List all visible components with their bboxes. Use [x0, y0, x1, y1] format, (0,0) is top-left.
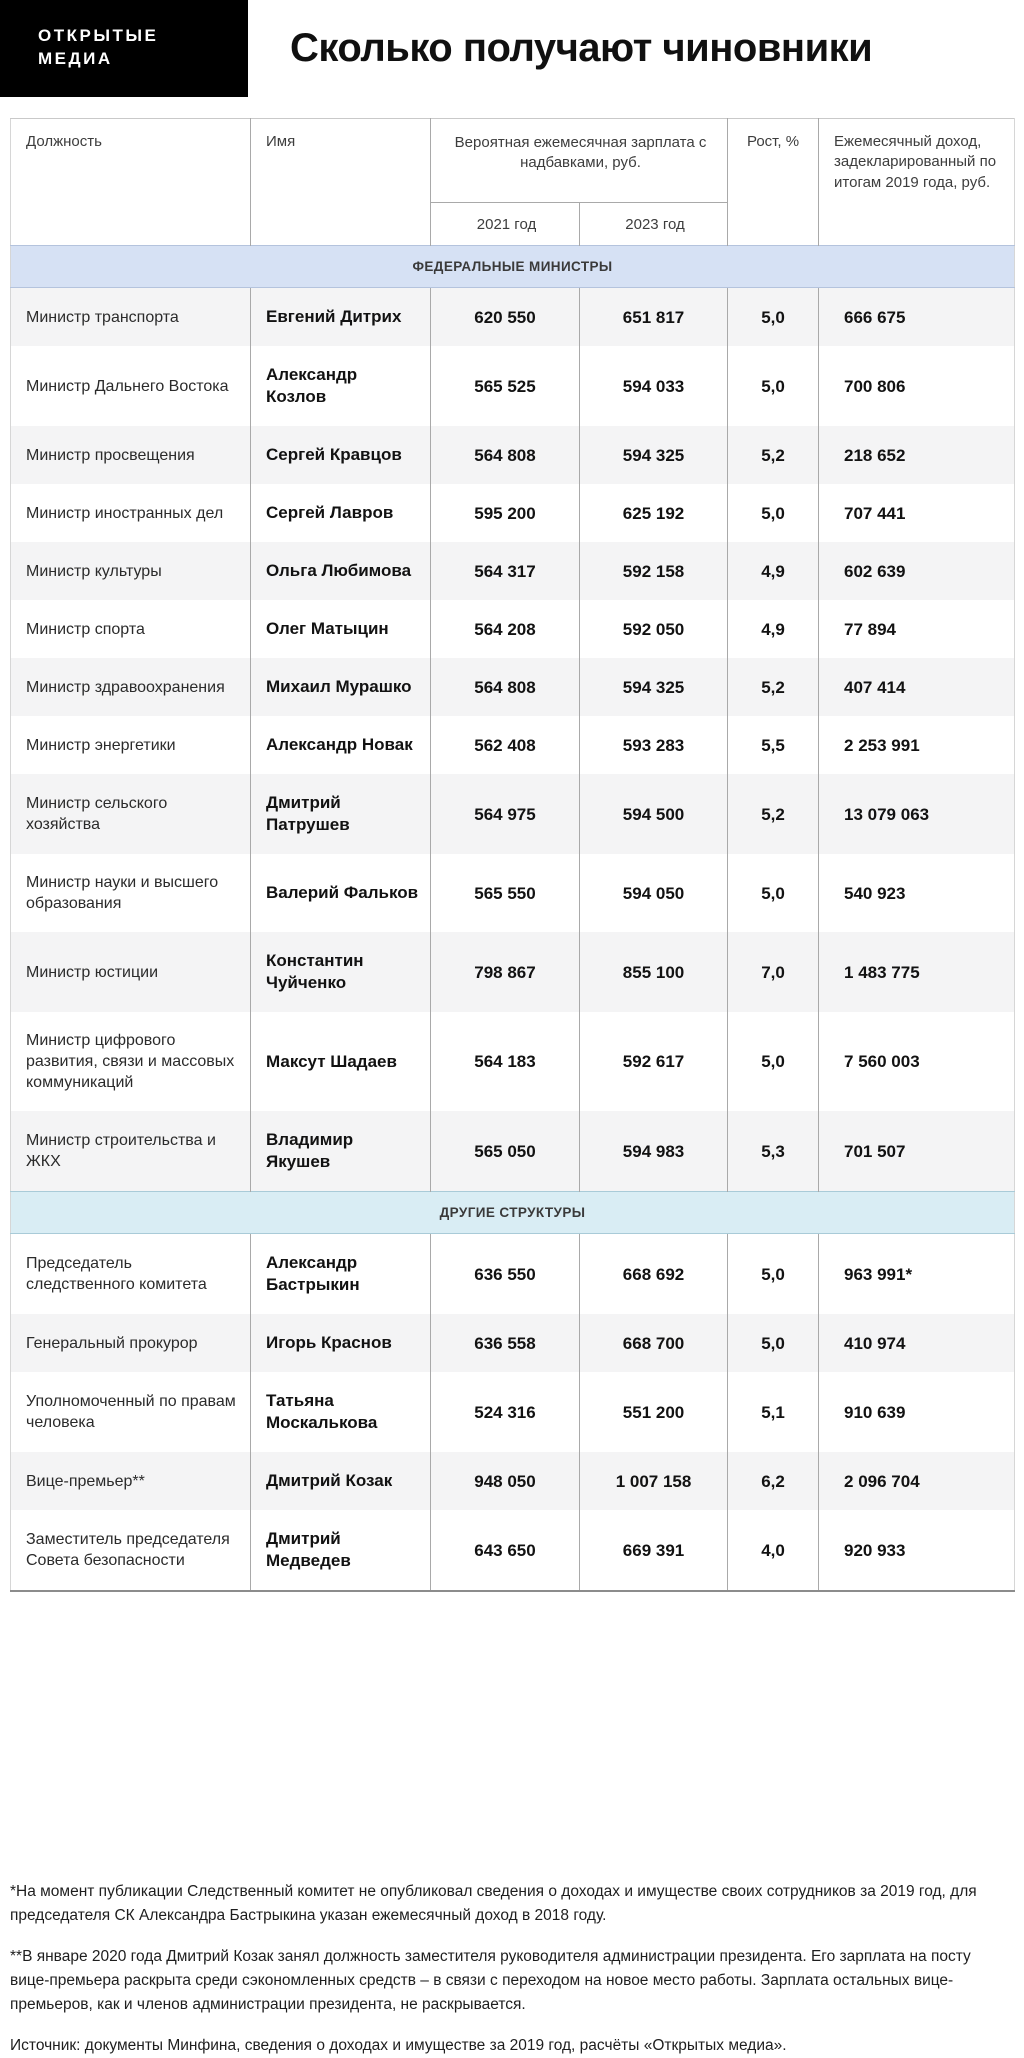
page-header	[0, 0, 1024, 97]
table-row	[11, 1012, 1015, 1111]
position-cell: Председатель следственного комитета	[11, 1234, 251, 1315]
footnote-kozak: **В январе 2020 года Дмитрий Козак занял должность заместителя руководителя администрации президента. Его зарплата на посту вице-премьера раскрыта среди сэкономленных средств – в связи с переходом на новое место работы. Зарплата остальных вице-премьеров, как и членов администрации президента, не раскрывается.	[10, 1948, 971, 2014]
income-cell: 602 639	[819, 542, 1015, 600]
salary-2021-cell: 564 183	[431, 1012, 580, 1111]
logo-line-1: ОТКРЫТЫЕ	[38, 26, 159, 45]
salary-2021-cell: 636 550	[431, 1234, 580, 1315]
salary-2021-cell: 948 050	[431, 1452, 580, 1510]
salary-2023-cell: 594 050	[580, 854, 728, 932]
section-band-label: ФЕДЕРАЛЬНЫЕ МИНИСТРЫ	[11, 246, 1015, 288]
salary-2021-cell: 564 808	[431, 426, 580, 484]
column-header-growth: Рост, %	[728, 119, 819, 246]
income-cell: 920 933	[819, 1510, 1015, 1591]
logo-line-2: МЕДИА	[38, 49, 113, 68]
table-row	[11, 288, 1015, 347]
salary-2023-cell: 651 817	[580, 288, 728, 347]
salary-2021-cell: 643 650	[431, 1510, 580, 1591]
table-row	[11, 484, 1015, 542]
position-cell: Министр энергетики	[11, 716, 251, 774]
growth-cell: 5,2	[728, 658, 819, 716]
position-cell: Министр сельского хозяйства	[11, 774, 251, 854]
income-cell: 13 079 063	[819, 774, 1015, 854]
page-title: Сколько получают чиновники	[290, 26, 873, 70]
salary-2023-cell: 594 983	[580, 1111, 728, 1192]
income-cell: 218 652	[819, 426, 1015, 484]
column-header-name: Имя	[251, 119, 431, 246]
table-row	[11, 1372, 1015, 1452]
table-row	[11, 542, 1015, 600]
salary-2023-cell: 668 700	[580, 1314, 728, 1372]
position-cell: Министр Дальнего Востока	[11, 346, 251, 426]
table-row	[11, 1234, 1015, 1315]
name-cell: Дмитрий Патрушев	[251, 774, 431, 854]
name-cell: Ольга Любимова	[251, 542, 431, 600]
name-cell: Сергей Кравцов	[251, 426, 431, 484]
table-row	[11, 658, 1015, 716]
growth-cell: 5,0	[728, 288, 819, 347]
growth-cell: 4,9	[728, 600, 819, 658]
position-cell: Министр науки и высшего образования	[11, 854, 251, 932]
salary-2023-cell: 594 500	[580, 774, 728, 854]
income-cell: 2 096 704	[819, 1452, 1015, 1510]
income-cell: 540 923	[819, 854, 1015, 932]
salary-2023-cell: 1 007 158	[580, 1452, 728, 1510]
growth-cell: 5,0	[728, 854, 819, 932]
growth-cell: 5,2	[728, 426, 819, 484]
position-cell: Министр транспорта	[11, 288, 251, 347]
table-row	[11, 1452, 1015, 1510]
name-cell: Александр Козлов	[251, 346, 431, 426]
salary-2021-cell: 595 200	[431, 484, 580, 542]
salary-2021-cell: 562 408	[431, 716, 580, 774]
position-cell: Министр юстиции	[11, 932, 251, 1012]
income-cell: 410 974	[819, 1314, 1015, 1372]
position-cell: Вице-премьер**	[11, 1452, 251, 1510]
salary-2021-cell: 636 558	[431, 1314, 580, 1372]
source-line: Источник: документы Минфина, сведения о доходах и имуществе за 2019 год, расчёты «Открытых медиа».	[10, 2037, 787, 2055]
income-cell: 700 806	[819, 346, 1015, 426]
table-row	[11, 932, 1015, 1012]
salary-2021-cell: 565 050	[431, 1111, 580, 1192]
position-cell: Генеральный прокурор	[11, 1314, 251, 1372]
salary-2021-cell: 524 316	[431, 1372, 580, 1452]
salary-2021-cell: 564 975	[431, 774, 580, 854]
name-cell: Максут Шадаев	[251, 1012, 431, 1111]
salaries-table	[10, 118, 1015, 1592]
salary-2021-cell: 564 317	[431, 542, 580, 600]
salary-2023-cell: 592 617	[580, 1012, 728, 1111]
salary-2023-cell: 594 325	[580, 426, 728, 484]
name-cell: Константин Чуйченко	[251, 932, 431, 1012]
column-header-salary-group: Вероятная ежемесячная зарплата с надбавками, руб.	[431, 119, 728, 203]
salary-2023-cell: 625 192	[580, 484, 728, 542]
salary-2023-cell: 594 033	[580, 346, 728, 426]
position-cell: Заместитель председателя Совета безопасности	[11, 1510, 251, 1591]
position-cell: Министр культуры	[11, 542, 251, 600]
growth-cell: 4,0	[728, 1510, 819, 1591]
name-cell: Александр Новак	[251, 716, 431, 774]
salary-2021-cell: 564 808	[431, 658, 580, 716]
salary-2023-cell: 594 325	[580, 658, 728, 716]
name-cell: Татьяна Москалькова	[251, 1372, 431, 1452]
salary-2023-cell: 668 692	[580, 1234, 728, 1315]
growth-cell: 4,9	[728, 542, 819, 600]
name-cell: Дмитрий Козак	[251, 1452, 431, 1510]
growth-cell: 7,0	[728, 932, 819, 1012]
table-row	[11, 1510, 1015, 1591]
position-cell: Министр спорта	[11, 600, 251, 658]
income-cell: 910 639	[819, 1372, 1015, 1452]
position-cell: Министр здравоохранения	[11, 658, 251, 716]
income-cell: 407 414	[819, 658, 1015, 716]
section-band	[11, 1192, 1015, 1234]
column-header-2021: 2021 год	[431, 203, 580, 246]
salary-2021-cell: 798 867	[431, 932, 580, 1012]
salary-2021-cell: 565 550	[431, 854, 580, 932]
section-band-label: ДРУГИЕ СТРУКТУРЫ	[11, 1192, 1015, 1234]
name-cell: Игорь Краснов	[251, 1314, 431, 1372]
salary-2023-cell: 551 200	[580, 1372, 728, 1452]
income-cell: 963 991*	[819, 1234, 1015, 1315]
name-cell: Александр Бастрыкин	[251, 1234, 431, 1315]
position-cell: Уполномоченный по правам человека	[11, 1372, 251, 1452]
position-cell: Министр просвещения	[11, 426, 251, 484]
growth-cell: 5,5	[728, 716, 819, 774]
growth-cell: 5,0	[728, 1234, 819, 1315]
salary-2023-cell: 593 283	[580, 716, 728, 774]
name-cell: Владимир Якушев	[251, 1111, 431, 1192]
salary-2021-cell: 564 208	[431, 600, 580, 658]
table-body	[11, 246, 1015, 1592]
table-row	[11, 1111, 1015, 1192]
name-cell: Сергей Лавров	[251, 484, 431, 542]
name-cell: Евгений Дитрих	[251, 288, 431, 347]
column-header-income-2019: Ежемесячный доход, задекларированный по итогам 2019 года, руб.	[819, 119, 1015, 246]
column-header-position: Должность	[26, 133, 102, 150]
position-cell: Министр иностранных дел	[11, 484, 251, 542]
table-row	[11, 426, 1015, 484]
income-cell: 77 894	[819, 600, 1015, 658]
column-header-2023: 2023 год	[580, 203, 728, 246]
growth-cell: 5,3	[728, 1111, 819, 1192]
salary-2023-cell: 669 391	[580, 1510, 728, 1591]
name-cell: Михаил Мурашко	[251, 658, 431, 716]
salary-2021-cell: 620 550	[431, 288, 580, 347]
section-band	[11, 246, 1015, 288]
income-cell: 701 507	[819, 1111, 1015, 1192]
footnotes	[10, 1880, 1014, 2058]
salary-2023-cell: 592 050	[580, 600, 728, 658]
table-header	[11, 119, 1015, 246]
income-cell: 2 253 991	[819, 716, 1015, 774]
table-row	[11, 346, 1015, 426]
growth-cell: 5,0	[728, 484, 819, 542]
income-cell: 666 675	[819, 288, 1015, 347]
salary-2023-cell: 855 100	[580, 932, 728, 1012]
income-cell: 1 483 775	[819, 932, 1015, 1012]
table-row	[11, 716, 1015, 774]
openmedia-logo	[0, 0, 248, 97]
table-row	[11, 774, 1015, 854]
table-row	[11, 600, 1015, 658]
name-cell: Дмитрий Медведев	[251, 1510, 431, 1591]
position-cell: Министр цифрового развития, связи и массовых коммуникаций	[11, 1012, 251, 1111]
growth-cell: 6,2	[728, 1452, 819, 1510]
growth-cell: 5,0	[728, 346, 819, 426]
salary-2021-cell: 565 525	[431, 346, 580, 426]
income-cell: 7 560 003	[819, 1012, 1015, 1111]
footnote-bastrykin: *На момент публикации Следственный комитет не опубликовал сведения о доходах и имуществе своих сотрудников за 2019 год, для председателя СК Александра Бастрыкина указан ежемесячный доход в 2018 году.	[10, 1883, 977, 1925]
salary-2023-cell: 592 158	[580, 542, 728, 600]
table-row	[11, 854, 1015, 932]
name-cell: Валерий Фальков	[251, 854, 431, 932]
name-cell: Олег Матыцин	[251, 600, 431, 658]
income-cell: 707 441	[819, 484, 1015, 542]
position-cell: Министр строительства и ЖКХ	[11, 1111, 251, 1192]
growth-cell: 5,0	[728, 1314, 819, 1372]
table-row	[11, 1314, 1015, 1372]
growth-cell: 5,1	[728, 1372, 819, 1452]
growth-cell: 5,0	[728, 1012, 819, 1111]
growth-cell: 5,2	[728, 774, 819, 854]
